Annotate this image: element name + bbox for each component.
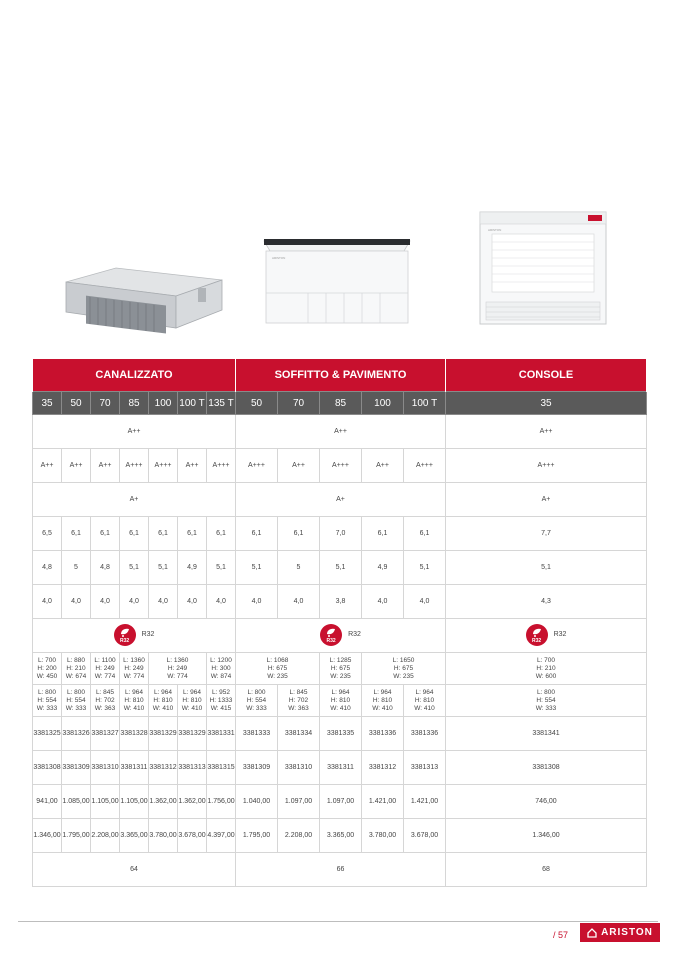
price-cell: 1.756,00 <box>207 785 236 819</box>
value-cell: 5,1 <box>446 551 647 585</box>
value-cell: 4,9 <box>178 551 207 585</box>
value-cell: 5 <box>278 551 320 585</box>
price-cell: 1.040,00 <box>236 785 278 819</box>
ceiling-floor-unit-image <box>260 237 414 325</box>
value-row-a <box>33 517 647 551</box>
dim-cell: L: 964 H: 810 W: 410 <box>149 685 178 717</box>
size-cell: 70 <box>91 392 120 415</box>
value-cell: 3,8 <box>320 585 362 619</box>
class-cell: A+ <box>236 483 446 517</box>
value-cell: 4,0 <box>362 585 404 619</box>
value-cell: 4,0 <box>404 585 446 619</box>
size-cell: 85 <box>320 392 362 415</box>
value-cell: 6,1 <box>278 517 320 551</box>
price-cell: 1.105,00 <box>120 785 149 819</box>
price-cell: 941,00 <box>33 785 62 819</box>
price-cell: 3.780,00 <box>362 819 404 853</box>
code-cell: 3381312 <box>149 751 178 785</box>
class-cell: A++ <box>33 415 236 449</box>
indoor-code-row <box>33 717 647 751</box>
dim-cell: L: 800 H: 554 W: 333 <box>33 685 62 717</box>
class-cell: A+++ <box>207 449 236 483</box>
size-cell: 135 T <box>207 392 236 415</box>
value-cell: 4,0 <box>62 585 91 619</box>
value-cell: 4,0 <box>278 585 320 619</box>
price-cell: 1.795,00 <box>62 819 91 853</box>
class-cell: A+++ <box>236 449 278 483</box>
refrigerant-cell <box>33 619 236 653</box>
dim-cell: L: 964 H: 810 W: 410 <box>404 685 446 717</box>
size-cell: 100 T <box>404 392 446 415</box>
refrigerant-cell <box>446 619 647 653</box>
value-cell: 7,0 <box>320 517 362 551</box>
dim-cell: L: 1360 H: 249 W: 774 <box>120 653 149 685</box>
value-cell: 6,1 <box>207 517 236 551</box>
dim-cell: L: 880 H: 210 W: 674 <box>62 653 91 685</box>
price-cell: 1.105,00 <box>91 785 120 819</box>
code-cell: 3381328 <box>120 717 149 751</box>
page-ref-cell: 68 <box>446 853 647 887</box>
refrigerant-label: R32 <box>348 631 361 638</box>
brand-name: ARISTON <box>601 927 653 938</box>
size-cell: 50 <box>62 392 91 415</box>
page-ref-row <box>33 853 647 887</box>
code-cell: 3381313 <box>178 751 207 785</box>
ducted-unit-image <box>56 262 224 334</box>
price-cell: 3.365,00 <box>120 819 149 853</box>
price-cell: 1.097,00 <box>278 785 320 819</box>
value-cell: 6,1 <box>91 517 120 551</box>
size-cell: 100 <box>149 392 178 415</box>
value-cell: 6,5 <box>33 517 62 551</box>
size-cell: 100 T <box>178 392 207 415</box>
code-cell: 3381310 <box>91 751 120 785</box>
refrigerant-row <box>33 619 647 653</box>
dim-cell: L: 845 H: 702 W: 363 <box>91 685 120 717</box>
class-row-1 <box>33 415 647 449</box>
value-cell: 4,0 <box>207 585 236 619</box>
code-cell: 3381326 <box>62 717 91 751</box>
value-cell: 6,1 <box>404 517 446 551</box>
header-console: CONSOLE <box>446 359 647 392</box>
price-cell: 3.780,00 <box>149 819 178 853</box>
value-cell: 7,7 <box>446 517 647 551</box>
price-cell: 1.346,00 <box>33 819 62 853</box>
price-cell: 1.097,00 <box>320 785 362 819</box>
code-cell: 3381312 <box>362 751 404 785</box>
header-row <box>33 359 647 392</box>
size-cell: 100 <box>362 392 404 415</box>
value-cell: 6,1 <box>362 517 404 551</box>
class-cell: A+++ <box>149 449 178 483</box>
code-cell: 3381308 <box>33 751 62 785</box>
value-cell: 6,1 <box>120 517 149 551</box>
outdoor-dimensions-row <box>33 685 647 717</box>
house-icon <box>587 928 597 938</box>
svg-text:ARISTON: ARISTON <box>488 228 502 232</box>
refrigerant-r32-icon: R32 <box>114 624 136 646</box>
price-cell: 3.365,00 <box>320 819 362 853</box>
price-cell: 1.362,00 <box>178 785 207 819</box>
spec-table <box>32 358 647 887</box>
header-canalizzato: CANALIZZATO <box>33 359 236 392</box>
svg-text:ARISTON: ARISTON <box>272 256 286 260</box>
dim-cell: L: 1068 H: 675 W: 235 <box>236 653 320 685</box>
code-cell: 3381331 <box>207 717 236 751</box>
value-cell: 6,1 <box>178 517 207 551</box>
dim-cell: L: 1100 H: 249 W: 774 <box>91 653 120 685</box>
dim-cell: L: 1360 H: 249 W: 774 <box>149 653 207 685</box>
class-cell: A++ <box>62 449 91 483</box>
code-cell: 3381311 <box>320 751 362 785</box>
value-cell: 5,1 <box>207 551 236 585</box>
value-cell: 4,0 <box>91 585 120 619</box>
dim-cell: L: 1200 H: 300 W: 874 <box>207 653 236 685</box>
code-cell: 3381309 <box>62 751 91 785</box>
size-cell: 35 <box>33 392 62 415</box>
price-cell: 2.208,00 <box>278 819 320 853</box>
price-cell: 1.362,00 <box>149 785 178 819</box>
dim-cell: L: 1650 H: 675 W: 235 <box>362 653 446 685</box>
class-cell: A++ <box>278 449 320 483</box>
class-row-3 <box>33 483 647 517</box>
value-cell: 5 <box>62 551 91 585</box>
code-cell: 3381329 <box>149 717 178 751</box>
price-cell: 3.678,00 <box>404 819 446 853</box>
class-cell: A++ <box>236 415 446 449</box>
class-cell: A+++ <box>446 449 647 483</box>
price-cell: 1.795,00 <box>236 819 278 853</box>
class-cell: A++ <box>362 449 404 483</box>
size-cell: 50 <box>236 392 278 415</box>
code-cell: 3381333 <box>236 717 278 751</box>
page-ref-cell: 64 <box>33 853 236 887</box>
class-row-2 <box>33 449 647 483</box>
code-cell: 3381313 <box>404 751 446 785</box>
value-row-c <box>33 585 647 619</box>
refrigerant-label: R32 <box>553 631 567 638</box>
price-cell: 2.208,00 <box>91 819 120 853</box>
dim-cell: L: 700 H: 200 W: 450 <box>33 653 62 685</box>
value-cell: 4,0 <box>149 585 178 619</box>
value-cell: 5,1 <box>120 551 149 585</box>
size-cell: 85 <box>120 392 149 415</box>
indoor-dimensions-row <box>33 653 647 685</box>
dim-cell: L: 952 H: 1333 W: 415 <box>207 685 236 717</box>
price-row-2 <box>33 819 647 853</box>
code-cell: 3381309 <box>236 751 278 785</box>
code-cell: 3381310 <box>278 751 320 785</box>
size-row <box>33 392 647 415</box>
dim-cell: L: 1285 H: 675 W: 235 <box>320 653 362 685</box>
class-cell: A++ <box>33 449 62 483</box>
code-cell: 3381325 <box>33 717 62 751</box>
class-cell: A+ <box>33 483 236 517</box>
code-cell: 3381341 <box>446 717 647 751</box>
price-cell: 1.421,00 <box>362 785 404 819</box>
code-cell: 3381315 <box>207 751 236 785</box>
dim-cell: L: 700 H: 210 W: 600 <box>446 653 647 685</box>
header-soffitto: SOFFITTO & PAVIMENTO <box>236 359 446 392</box>
class-cell: A+ <box>446 483 647 517</box>
class-cell: A++ <box>178 449 207 483</box>
value-cell: 6,1 <box>149 517 178 551</box>
value-cell: 5,1 <box>404 551 446 585</box>
price-row-1 <box>33 785 647 819</box>
code-cell: 3381334 <box>278 717 320 751</box>
value-cell: 5,1 <box>149 551 178 585</box>
dim-cell: L: 800 H: 554 W: 333 <box>446 685 647 717</box>
class-cell: A++ <box>446 415 647 449</box>
value-cell: 4,0 <box>33 585 62 619</box>
value-cell: 4,0 <box>178 585 207 619</box>
value-cell: 5,1 <box>320 551 362 585</box>
code-cell: 3381308 <box>446 751 647 785</box>
dim-cell: L: 964 H: 810 W: 410 <box>120 685 149 717</box>
size-cell: 70 <box>278 392 320 415</box>
page-number: / 57 <box>553 930 569 940</box>
dim-cell: L: 964 H: 810 W: 410 <box>362 685 404 717</box>
value-cell: 4,8 <box>33 551 62 585</box>
footer-divider <box>18 921 658 922</box>
value-cell: 5,1 <box>236 551 278 585</box>
class-cell: A+++ <box>404 449 446 483</box>
console-unit-image <box>478 210 608 326</box>
outdoor-code-row <box>33 751 647 785</box>
class-cell: A++ <box>91 449 120 483</box>
value-cell: 6,1 <box>236 517 278 551</box>
refrigerant-r32-icon: R32 <box>320 624 342 646</box>
refrigerant-r32-icon: R32 <box>526 624 548 646</box>
ariston-logo <box>580 923 660 942</box>
code-cell: 3381335 <box>320 717 362 751</box>
refrigerant-cell <box>236 619 446 653</box>
dim-cell: L: 845 H: 702 W: 363 <box>278 685 320 717</box>
dim-cell: L: 964 H: 810 W: 410 <box>320 685 362 717</box>
dim-cell: L: 800 H: 554 W: 333 <box>236 685 278 717</box>
value-row-b <box>33 551 647 585</box>
code-cell: 3381311 <box>120 751 149 785</box>
price-cell: 746,00 <box>446 785 647 819</box>
size-cell: 35 <box>446 392 647 415</box>
value-cell: 4,3 <box>446 585 647 619</box>
code-cell: 3381336 <box>404 717 446 751</box>
refrigerant-label: R32 <box>141 631 155 638</box>
value-cell: 4,0 <box>120 585 149 619</box>
price-cell: 1.421,00 <box>404 785 446 819</box>
price-cell: 1.085,00 <box>62 785 91 819</box>
code-cell: 3381329 <box>178 717 207 751</box>
code-cell: 3381336 <box>362 717 404 751</box>
price-cell: 3.678,00 <box>178 819 207 853</box>
code-cell: 3381327 <box>91 717 120 751</box>
page-ref-cell: 66 <box>236 853 446 887</box>
value-cell: 4,8 <box>91 551 120 585</box>
class-cell: A+++ <box>320 449 362 483</box>
price-cell: 4.397,00 <box>207 819 236 853</box>
value-cell: 4,0 <box>236 585 278 619</box>
class-cell: A+++ <box>120 449 149 483</box>
dim-cell: L: 964 H: 810 W: 410 <box>178 685 207 717</box>
value-cell: 6,1 <box>62 517 91 551</box>
price-cell: 1.346,00 <box>446 819 647 853</box>
dim-cell: L: 800 H: 554 W: 333 <box>62 685 91 717</box>
value-cell: 4,9 <box>362 551 404 585</box>
